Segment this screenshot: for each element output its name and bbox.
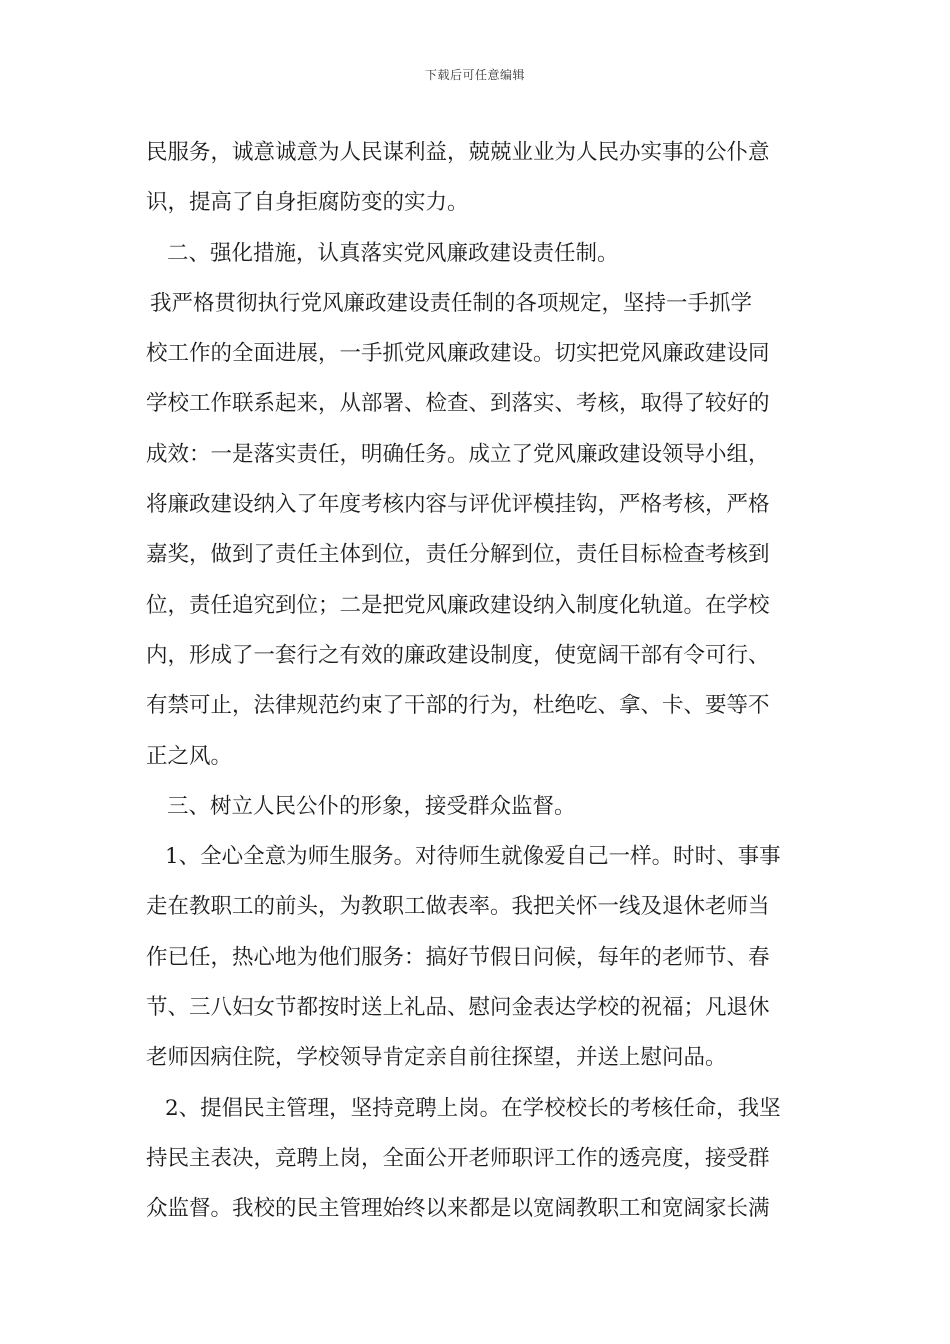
text-line: 嘉奖，做到了责任主体到位，责任分解到位，责任目标检查考核到: [146, 542, 770, 568]
text-line: 校工作的全面进展，一手抓党风廉政建设。切实把党风廉政建设同: [146, 341, 770, 367]
text-line: 民服务，诚意诚意为人民谋利益，兢兢业业为人民办实事的公仆意: [146, 140, 770, 165]
text-line: 内，形成了一套行之有效的廉政建设制度，使宽阔干部有令可行、: [146, 642, 770, 668]
text-line: 众监督。我校的民主管理始终以来都是以宽阔教职工和宽阔家长满: [146, 1196, 770, 1222]
text-line: 走在教职工的前头，为教职工做表率。我把关怀一线及退休老师当: [146, 894, 770, 920]
text-line: 识，提高了自身拒腐防变的实力。: [146, 190, 469, 216]
text-line: 老师因病住院，学校领导肯定亲自前往探望，并送上慰问品。: [146, 1045, 727, 1071]
text-line: 正之风。: [146, 743, 233, 769]
text-line: 2、提倡民主管理，坚持竞聘上岗。在学校校长的考核任命，我坚: [165, 1095, 781, 1121]
section-heading: 二、强化措施，认真落实党风廉政建设责任制。: [167, 240, 619, 266]
text-line: 将廉政建设纳入了年度考核内容与评优评模挂钩，严格考核，严格: [146, 492, 770, 518]
text-line: 我严格贯彻执行党风廉政建设责任制的各项规定，坚持一手抓学: [150, 290, 753, 316]
text-line: 节、三八妇女节都按时送上礼品、慰问金表达学校的祝福；凡退休: [146, 995, 770, 1021]
text-line: 持民主表决，竞聘上岗，全面公开老师职评工作的透亮度，接受群: [146, 1145, 770, 1171]
section-heading: 三、树立人民公仆的形象，接受群众监督。: [167, 793, 576, 819]
page-header: 下载后可任意编辑: [424, 68, 525, 82]
text-line: 成效：一是落实责任，明确任务。成立了党风廉政建设领导小组，: [146, 441, 770, 467]
document-body: [146, 128, 816, 1235]
text-line: 学校工作联系起来，从部署、检查、到落实、考核，取得了较好的: [146, 391, 770, 417]
text-line: 有禁可止，法律规范约束了干部的行为，杜绝吃、拿、卡、要等不: [146, 693, 770, 719]
text-line: 1、全心全意为师生服务。对待师生就像爱自己一样。时时、事事: [165, 844, 781, 870]
text-line: 作已任，热心地为他们服务：搞好节假日问候，每年的老师节、春: [146, 944, 770, 970]
text-line: 位，责任追究到位；二是把党风廉政建设纳入制度化轨道。在学校: [146, 592, 770, 618]
